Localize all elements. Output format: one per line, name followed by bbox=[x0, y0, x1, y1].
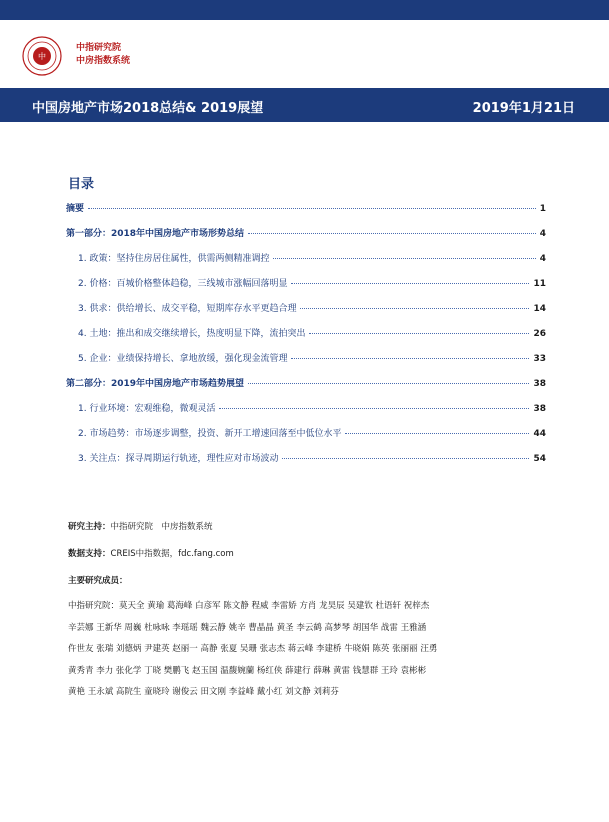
toc-dot-leader bbox=[300, 308, 529, 309]
toc-entry-page: 4 bbox=[539, 229, 546, 239]
toc-dot-leader bbox=[219, 408, 529, 409]
toc-entry-label: 1. 政策：坚持住房居住属性，供需两侧精准调控 bbox=[78, 254, 270, 264]
table-of-contents bbox=[66, 201, 546, 476]
toc-entry-page: 11 bbox=[533, 279, 546, 289]
toc-dot-leader bbox=[248, 233, 536, 234]
toc-entry-page: 38 bbox=[533, 379, 546, 389]
toc-entry-label: 摘要 bbox=[66, 204, 85, 214]
toc-entry-label: 2. 市场趋势：市场逐步调整，投资、新开工增速回落至中低位水平 bbox=[78, 429, 342, 439]
member-line: 辛芸娜 王新华 周巍 杜咏咏 李瑶瑶 魏云静 姚辛 曹晶晶 黄圣 李云鹤 高梦琴 胡国华 战雷 王雅涵 bbox=[68, 622, 427, 633]
toc-entry-label: 3. 供求：供给增长、成交平稳，短期库存水平更趋合理 bbox=[78, 304, 297, 314]
org-name-line1: 中指研究院 bbox=[76, 43, 122, 53]
org-name-line2: 中房指数系统 bbox=[76, 56, 131, 66]
member-line: 黄秀青 李力 张化学 丁晓 樊鹏飞 赵玉国 温馥婉蘭 杨红侠 薛建行 薛琳 黄雷 钱慧群 王玲 袁彬彬 bbox=[68, 665, 427, 676]
toc-entry-label: 3. 关注点：探寻周期运行轨迹，理性应对市场波动 bbox=[78, 454, 279, 464]
toc-dot-leader bbox=[291, 358, 529, 359]
toc-entry[interactable] bbox=[66, 426, 546, 451]
members-label: 主要研究成员： bbox=[68, 576, 128, 586]
svg-text:中: 中 bbox=[38, 52, 46, 61]
data-support-key: 数据支持： bbox=[68, 549, 111, 559]
toc-dot-leader bbox=[282, 458, 529, 459]
institute-seal-logo bbox=[22, 36, 62, 76]
toc-entry[interactable] bbox=[66, 351, 546, 376]
toc-dot-leader bbox=[291, 283, 529, 284]
members-list bbox=[68, 596, 568, 704]
toc-entry-page: 54 bbox=[533, 454, 546, 464]
toc-dot-leader bbox=[248, 383, 529, 384]
research-host-key: 研究主持： bbox=[68, 522, 111, 532]
toc-entry-page: 4 bbox=[539, 254, 546, 264]
toc-entry-page: 14 bbox=[533, 304, 546, 314]
toc-entry-label: 第二部分：2019年中国房地产市场趋势展望 bbox=[66, 379, 245, 389]
toc-dot-leader bbox=[309, 333, 529, 334]
member-line: 仵世友 张瑞 刘德炳 尹建英 赵丽一 高静 张夏 吴珊 张志杰 蒋云峰 李建桥 牛晓娟 陈英 张丽丽 汪勇 bbox=[68, 644, 438, 654]
toc-entry[interactable] bbox=[66, 251, 546, 276]
member-line: 黄艳 王永斌 高院生 童晓玲 谢俊云 田文刚 李益峰 戴小红 刘文静 刘莉芬 bbox=[68, 687, 339, 697]
toc-entry-page: 26 bbox=[533, 329, 546, 339]
toc-entry[interactable] bbox=[66, 326, 546, 351]
toc-entry[interactable] bbox=[66, 401, 546, 426]
report-date: 2019年1月21日 bbox=[472, 101, 575, 116]
data-support-line bbox=[68, 547, 568, 559]
toc-entry-page: 33 bbox=[533, 354, 546, 364]
toc-entry-label: 5. 企业：业绩保持增长、拿地放缓，强化现金流管理 bbox=[78, 354, 288, 364]
org-name-block bbox=[76, 42, 130, 68]
toc-entry-page: 38 bbox=[533, 404, 546, 414]
toc-entry-label: 2. 价格：百城价格整体趋稳，三线城市涨幅回落明显 bbox=[78, 279, 288, 289]
toc-entry-label: 4. 土地：推出和成交继续增长，热度明显下降，流拍突出 bbox=[78, 329, 306, 339]
toc-entry[interactable] bbox=[66, 276, 546, 301]
toc-entry-page: 1 bbox=[539, 204, 546, 214]
toc-entry[interactable] bbox=[66, 376, 546, 401]
research-host-line bbox=[68, 520, 568, 532]
toc-dot-leader bbox=[273, 258, 535, 259]
top-color-bar bbox=[0, 0, 609, 20]
toc-entry-label: 第一部分：2018年中国房地产市场形势总结 bbox=[66, 229, 245, 239]
data-support-value: CREIS中指数据，fdc.fang.com bbox=[110, 549, 234, 559]
credits-section bbox=[68, 520, 568, 704]
toc-dot-leader bbox=[88, 208, 536, 209]
member-line: 中指研究院：莫天全 黄瑜 葛海峰 白彦军 陈文静 程威 李雷娇 方肖 龙昊辰 吴建钦 杜语轩 祝梓杰 bbox=[68, 601, 430, 611]
toc-dot-leader bbox=[345, 433, 529, 434]
toc-entry-label: 1. 行业环境：宏观维稳，微观灵活 bbox=[78, 404, 216, 414]
toc-entry[interactable] bbox=[66, 301, 546, 326]
report-title: 中国房地产市场2018总结& 2019展望 bbox=[32, 101, 264, 116]
toc-entry[interactable] bbox=[66, 226, 546, 251]
toc-heading: 目录 bbox=[68, 177, 95, 192]
toc-entry[interactable] bbox=[66, 201, 546, 226]
research-host-value: 中指研究院 中房指数系统 bbox=[110, 522, 213, 532]
toc-entry-page: 44 bbox=[533, 429, 546, 439]
toc-entry[interactable] bbox=[66, 451, 546, 476]
title-band bbox=[0, 88, 609, 122]
